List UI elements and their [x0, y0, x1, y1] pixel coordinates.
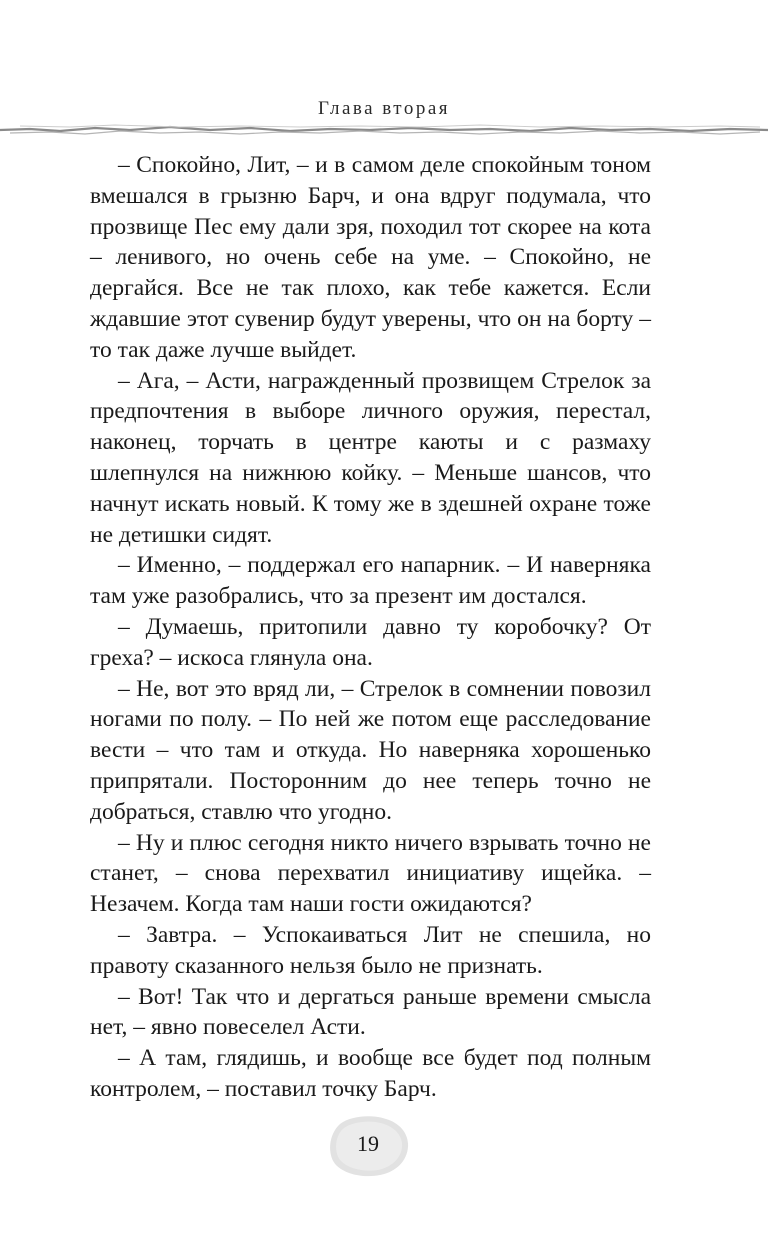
paragraph-8: – Вот! Так что и дергаться раньше времени смысла нет, – явно повеселел Асти. [90, 983, 651, 1041]
paragraph-1: – Спокойно, Лит, – и в самом деле спокойным тоном вмешался в грызню Барч, и она вдруг подумала, что прозвище Пес ему дали зря, походил тот скорее на кота – ленивого, но очень себе на уме. – Спокойно, не дергайся. Все не так плохо, как тебе кажется. Если ждавшие этот сувенир будут уверены, что он на борту – то так даже лучше выйдет. [90, 152, 651, 363]
page-number-badge [326, 1114, 410, 1178]
paragraph-3: – Именно, – поддержал его напарник. – И наверняка там уже разобрались, что за презент им достался. [90, 552, 651, 610]
paragraph-5: – Не, вот это вряд ли, – Стрелок в сомнении повозил ногами по полу. – По ней же потом еще расследование вести – что там и откуда. Но наверняка хорошенько припрятали. Посторонним до нее теперь точно не добраться, ставлю что угодно. [90, 675, 651, 825]
main-text-column [90, 150, 651, 1105]
paragraph-9: – А там, глядишь, и вообще все будет под полным контролем, – поставил точку Барч. [90, 1045, 651, 1102]
paragraph-2: – Ага, – Асти, награжденный прозвищем Стрелок за предпочтения в выборе личного оружия, перестал, наконец, торчать в центре каюты и с размаху шлепнулся на нижнюю койку. – Меньше шансов, что начнут искать новый. К тому же в здешней охране тоже не детишки сидят. [90, 367, 651, 548]
paragraph-6: – Ну и плюс сегодня никто ничего взрывать точно не станет, – снова перехватил инициативу ищейка. – Незачем. Когда там наши гости ожидаются? [90, 829, 651, 918]
paragraph-4: – Думаешь, притопили давно ту коробочку? От греха? – искоса глянула она. [90, 613, 651, 671]
running-head-chapter-title: Глава вторая [317, 98, 451, 119]
paragraph-7: – Завтра. – Успокаиваться Лит не спешила, но правоту сказанного нельзя было не признать. [90, 921, 651, 979]
page-number: 19 [357, 1131, 379, 1156]
torn-paper-rule [0, 118, 768, 142]
